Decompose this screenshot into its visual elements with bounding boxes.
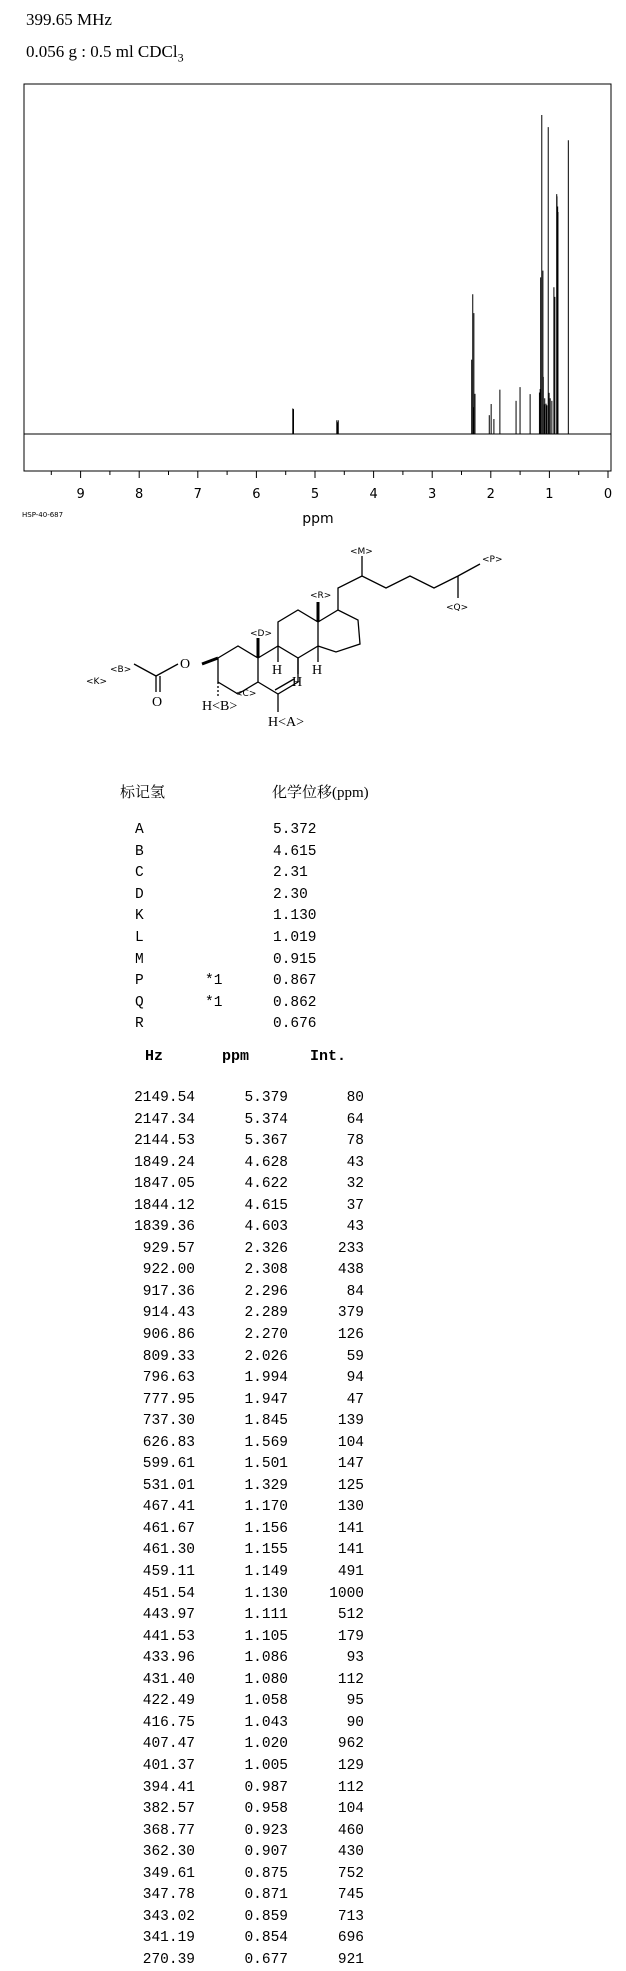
peak-int: 752 bbox=[337, 1865, 364, 1882]
peak-int: 147 bbox=[337, 1456, 364, 1473]
h-a-label: H<A> bbox=[268, 715, 305, 730]
h-b-label: H<B> bbox=[202, 699, 238, 714]
table-row bbox=[115, 1131, 375, 1153]
peak-hz: 2144.53 bbox=[134, 1133, 195, 1150]
peak-int: 84 bbox=[346, 1283, 364, 1300]
peak-int: 141 bbox=[337, 1542, 364, 1559]
peak-hz: 1839.36 bbox=[134, 1219, 195, 1236]
peak-int: 745 bbox=[337, 1887, 364, 1904]
peak-hz: 2147.34 bbox=[134, 1111, 195, 1128]
peak-ppm: 1.086 bbox=[244, 1650, 288, 1667]
x-axis-label: ppm bbox=[302, 511, 334, 527]
peak-table bbox=[115, 1088, 375, 1971]
assignment-row bbox=[135, 820, 385, 842]
table-row bbox=[115, 1260, 375, 1282]
peak-int: 139 bbox=[337, 1413, 364, 1430]
peak-int: 47 bbox=[346, 1391, 364, 1408]
assignment-row bbox=[135, 950, 385, 972]
peak-ppm: 1.130 bbox=[244, 1585, 288, 1602]
peak-ppm: 2.296 bbox=[244, 1283, 288, 1300]
assignment-table bbox=[135, 820, 385, 1036]
peak-hz: 914.43 bbox=[142, 1305, 195, 1322]
peak-hz: 349.61 bbox=[142, 1865, 195, 1882]
peak-hz: 796.63 bbox=[142, 1370, 195, 1387]
peak-hz: 401.37 bbox=[142, 1757, 195, 1774]
peak-hz: 467.41 bbox=[142, 1499, 195, 1516]
peak-int: 59 bbox=[346, 1348, 364, 1365]
peak-hz: 461.67 bbox=[142, 1520, 195, 1537]
peak-ppm: 1.005 bbox=[244, 1757, 288, 1774]
peak-ppm: 1.105 bbox=[244, 1628, 288, 1645]
table-row bbox=[115, 1928, 375, 1950]
molecular-structure bbox=[70, 540, 570, 770]
x-tick-label: 1 bbox=[545, 487, 554, 502]
peak-int: 93 bbox=[346, 1650, 364, 1667]
h-atom-1: H bbox=[292, 675, 303, 690]
methyl-p bbox=[458, 564, 480, 576]
table-row bbox=[115, 1347, 375, 1369]
ring-d bbox=[318, 610, 360, 652]
assignment-col-shift: 化学位移(ppm) bbox=[272, 785, 369, 801]
peak-hz: 531.01 bbox=[142, 1477, 195, 1494]
table-row bbox=[115, 1584, 375, 1606]
peak-int: 179 bbox=[337, 1628, 364, 1645]
table-row bbox=[115, 1390, 375, 1412]
peak-hz: 368.77 bbox=[142, 1822, 195, 1839]
peak-int: 43 bbox=[346, 1219, 364, 1236]
tag-k: <K> bbox=[86, 677, 107, 687]
table-row bbox=[115, 1670, 375, 1692]
peak-int: 141 bbox=[337, 1520, 364, 1537]
peak-int: 64 bbox=[346, 1111, 364, 1128]
peak-ppm: 2.270 bbox=[244, 1327, 288, 1344]
peak-ppm: 0.854 bbox=[244, 1930, 288, 1947]
ring-c bbox=[278, 610, 318, 658]
peak-hz: 917.36 bbox=[142, 1283, 195, 1300]
peak-hz: 906.86 bbox=[142, 1327, 195, 1344]
peak-int: 112 bbox=[337, 1671, 364, 1688]
peak-ppm: 1.156 bbox=[244, 1520, 288, 1537]
peak-hz: 416.75 bbox=[142, 1714, 195, 1731]
peak-ppm: 1.058 bbox=[244, 1693, 288, 1710]
assignment-row bbox=[135, 885, 385, 907]
assignment-value: 2.31 bbox=[273, 865, 308, 882]
peak-hz: 443.97 bbox=[142, 1607, 195, 1624]
table-row bbox=[115, 1864, 375, 1886]
assignment-value: 0.867 bbox=[273, 973, 317, 990]
peak-int: 233 bbox=[337, 1240, 364, 1257]
assignment-label: P bbox=[135, 973, 144, 990]
peak-int: 78 bbox=[346, 1133, 364, 1150]
table-row bbox=[115, 1950, 375, 1971]
table-row bbox=[115, 1713, 375, 1735]
spectrum-id: HSP-40-687 bbox=[22, 511, 64, 519]
peak-ppm: 1.994 bbox=[244, 1370, 288, 1387]
assignment-value: 0.676 bbox=[273, 1016, 317, 1033]
x-tick-label: 4 bbox=[369, 487, 378, 502]
peak-hz: 929.57 bbox=[142, 1240, 195, 1257]
table-row bbox=[115, 1648, 375, 1670]
plot-frame bbox=[24, 84, 611, 471]
peak-int: 32 bbox=[346, 1176, 364, 1193]
spectrometer-frequency: 399.65 MHz bbox=[26, 10, 112, 29]
peak-hz: 441.53 bbox=[142, 1628, 195, 1645]
table-row bbox=[115, 1756, 375, 1778]
peak-ppm: 0.871 bbox=[244, 1887, 288, 1904]
assignment-value: 1.019 bbox=[273, 929, 317, 946]
x-tick-label: 8 bbox=[135, 487, 144, 502]
peak-int: 130 bbox=[337, 1499, 364, 1516]
assignment-value: 4.615 bbox=[273, 843, 317, 860]
table-row bbox=[115, 1088, 375, 1110]
peak-hz: 599.61 bbox=[142, 1456, 195, 1473]
peak-int: 430 bbox=[337, 1844, 364, 1861]
peak-ppm: 1.569 bbox=[244, 1434, 288, 1451]
table-row bbox=[115, 1907, 375, 1929]
assignment-value: 0.915 bbox=[273, 951, 317, 968]
nmr-spectrum-chart bbox=[0, 0, 626, 540]
x-tick-label: 0 bbox=[603, 487, 613, 502]
peak-ppm: 4.628 bbox=[244, 1154, 288, 1171]
assignment-note: *1 bbox=[205, 994, 223, 1011]
peak-ppm: 0.875 bbox=[244, 1865, 288, 1882]
tag-r: <R> bbox=[310, 591, 332, 601]
peak-ppm: 1.170 bbox=[244, 1499, 288, 1516]
table-row bbox=[115, 1778, 375, 1800]
table-row bbox=[115, 1627, 375, 1649]
peak-int: 43 bbox=[346, 1154, 364, 1171]
peak-ppm: 1.020 bbox=[244, 1736, 288, 1753]
peak-hz: 362.30 bbox=[142, 1844, 195, 1861]
table-row bbox=[115, 1885, 375, 1907]
table-row bbox=[115, 1325, 375, 1347]
x-tick-label: 7 bbox=[193, 487, 202, 502]
peak-int: 696 bbox=[337, 1930, 364, 1947]
peak-ppm: 1.043 bbox=[244, 1714, 288, 1731]
peak-ppm: 4.603 bbox=[244, 1219, 288, 1236]
ester-bond bbox=[202, 658, 218, 664]
peak-hz: 809.33 bbox=[142, 1348, 195, 1365]
x-axis-ticks bbox=[24, 471, 612, 502]
peak-ppm: 5.379 bbox=[244, 1090, 288, 1106]
x-tick-label: 2 bbox=[486, 487, 495, 502]
assignment-row bbox=[135, 863, 385, 885]
peak-ppm: 2.308 bbox=[244, 1262, 288, 1279]
assignment-row bbox=[135, 842, 385, 864]
table-row bbox=[115, 1239, 375, 1261]
peak-hz: 431.40 bbox=[142, 1671, 195, 1688]
peak-header-hz: Hz bbox=[145, 1048, 164, 1065]
peak-ppm: 1.501 bbox=[244, 1456, 288, 1473]
table-row bbox=[115, 1217, 375, 1239]
peak-int: 438 bbox=[337, 1262, 364, 1279]
peak-int: 1000 bbox=[329, 1585, 364, 1602]
peak-int: 126 bbox=[337, 1327, 364, 1344]
assignment-label: A bbox=[135, 822, 144, 838]
peak-hz: 737.30 bbox=[142, 1413, 195, 1430]
peak-int: 491 bbox=[337, 1564, 364, 1581]
peak-hz: 459.11 bbox=[142, 1564, 195, 1581]
ring-a bbox=[218, 646, 258, 694]
assignment-label: B bbox=[135, 843, 144, 860]
side-chain bbox=[338, 576, 458, 610]
assignment-value: 2.30 bbox=[273, 886, 308, 903]
peak-hz: 922.00 bbox=[142, 1262, 195, 1279]
peak-ppm: 0.677 bbox=[244, 1951, 288, 1968]
peak-ppm: 1.947 bbox=[244, 1391, 288, 1408]
peak-int: 962 bbox=[337, 1736, 364, 1753]
peak-ppm: 0.987 bbox=[244, 1779, 288, 1796]
assignment-label: C bbox=[135, 865, 144, 882]
peak-hz: 461.30 bbox=[142, 1542, 195, 1559]
tag-q: <Q> bbox=[446, 603, 469, 613]
table-row bbox=[115, 1433, 375, 1455]
peak-int: 512 bbox=[337, 1607, 364, 1624]
peak-hz: 394.41 bbox=[142, 1779, 195, 1796]
peak-ppm: 1.329 bbox=[244, 1477, 288, 1494]
peak-hz: 382.57 bbox=[142, 1801, 195, 1818]
peak-ppm: 1.111 bbox=[244, 1607, 288, 1624]
peak-int: 921 bbox=[337, 1951, 364, 1968]
peak-hz: 433.96 bbox=[142, 1650, 195, 1667]
table-row bbox=[115, 1605, 375, 1627]
peak-hz: 407.47 bbox=[142, 1736, 195, 1753]
peak-hz: 1844.12 bbox=[134, 1197, 195, 1214]
peak-int: 104 bbox=[337, 1434, 364, 1451]
peak-ppm: 1.149 bbox=[244, 1564, 288, 1581]
peak-group bbox=[293, 115, 569, 434]
assignment-label: L bbox=[135, 929, 144, 946]
peak-ppm: 4.615 bbox=[244, 1197, 288, 1214]
assignment-col-label: 标记氢 bbox=[120, 785, 166, 801]
peak-ppm: 2.289 bbox=[244, 1305, 288, 1322]
table-row bbox=[115, 1734, 375, 1756]
peak-int: 90 bbox=[346, 1714, 364, 1731]
x-tick-label: 6 bbox=[252, 487, 261, 502]
table-row bbox=[115, 1476, 375, 1498]
peak-hz: 2149.54 bbox=[134, 1090, 195, 1106]
peak-ppm: 0.923 bbox=[244, 1822, 288, 1839]
assignment-row bbox=[135, 906, 385, 928]
table-row bbox=[115, 1303, 375, 1325]
tag-p: <P> bbox=[482, 555, 503, 565]
assignment-label: M bbox=[135, 951, 144, 968]
table-row bbox=[115, 1691, 375, 1713]
peak-ppm: 2.026 bbox=[244, 1348, 288, 1365]
assignment-label: D bbox=[135, 886, 144, 903]
peak-int: 37 bbox=[346, 1197, 364, 1214]
peak-int: 125 bbox=[337, 1477, 364, 1494]
table-row bbox=[115, 1497, 375, 1519]
assignment-label: K bbox=[135, 908, 144, 925]
peak-ppm: 0.859 bbox=[244, 1908, 288, 1925]
table-row bbox=[115, 1519, 375, 1541]
assignment-value: 0.862 bbox=[273, 994, 317, 1011]
h-atom-2: H bbox=[272, 663, 283, 678]
assignment-value: 5.372 bbox=[273, 822, 317, 838]
peak-int: 95 bbox=[346, 1693, 364, 1710]
peak-ppm: 1.155 bbox=[244, 1542, 288, 1559]
peak-header-ppm: ppm bbox=[222, 1048, 250, 1065]
peak-hz: 451.54 bbox=[142, 1585, 195, 1602]
assignment-value: 1.130 bbox=[273, 908, 317, 925]
acyl-bond bbox=[156, 664, 178, 676]
table-row bbox=[115, 1799, 375, 1821]
assignment-row bbox=[135, 1014, 385, 1036]
peak-ppm: 4.622 bbox=[244, 1176, 288, 1193]
table-row bbox=[115, 1454, 375, 1476]
table-row bbox=[115, 1842, 375, 1864]
peak-ppm: 1.080 bbox=[244, 1671, 288, 1688]
assignment-label: R bbox=[135, 1016, 144, 1033]
assignment-row bbox=[135, 993, 385, 1015]
peak-hz: 777.95 bbox=[142, 1391, 195, 1408]
peak-hz: 343.02 bbox=[142, 1908, 195, 1925]
table-row bbox=[115, 1562, 375, 1584]
sample-concentration: 0.056 g : 0.5 ml CDCl$_3$ bbox=[26, 42, 184, 65]
peak-hz: 422.49 bbox=[142, 1693, 195, 1710]
table-row bbox=[115, 1153, 375, 1175]
peak-int: 112 bbox=[337, 1779, 364, 1796]
peak-hz: 270.39 bbox=[142, 1951, 195, 1968]
tag-d: <D> bbox=[250, 629, 273, 639]
peak-ppm: 5.367 bbox=[244, 1133, 288, 1150]
tag-c: <C> bbox=[235, 689, 257, 699]
peak-int: 460 bbox=[337, 1822, 364, 1839]
peak-ppm: 0.907 bbox=[244, 1844, 288, 1861]
peak-int: 129 bbox=[337, 1757, 364, 1774]
peak-ppm: 1.845 bbox=[244, 1413, 288, 1430]
acetyl-methyl bbox=[134, 664, 156, 676]
peak-hz: 341.19 bbox=[142, 1930, 195, 1947]
peak-ppm: 0.958 bbox=[244, 1801, 288, 1818]
table-row bbox=[115, 1196, 375, 1218]
table-row bbox=[115, 1411, 375, 1433]
table-row bbox=[115, 1174, 375, 1196]
h-atom-3: H bbox=[312, 663, 323, 678]
assignment-label: Q bbox=[135, 994, 144, 1011]
peak-hz: 1849.24 bbox=[134, 1154, 195, 1171]
tag-b-acetyl: <B> bbox=[110, 665, 132, 675]
x-tick-label: 5 bbox=[310, 487, 320, 502]
tag-m: <M> bbox=[350, 547, 373, 557]
table-row bbox=[115, 1540, 375, 1562]
peak-ppm: 5.374 bbox=[244, 1111, 288, 1128]
assignment-row bbox=[135, 971, 385, 993]
x-tick-label: 9 bbox=[76, 487, 85, 502]
table-row bbox=[115, 1282, 375, 1304]
assignment-row bbox=[135, 928, 385, 950]
table-row bbox=[115, 1821, 375, 1843]
peak-int: 379 bbox=[337, 1305, 364, 1322]
peak-int: 713 bbox=[337, 1908, 364, 1925]
peak-header-int: Int. bbox=[310, 1048, 347, 1065]
ester-oxygen: O bbox=[180, 657, 191, 672]
peak-hz: 347.78 bbox=[142, 1887, 195, 1904]
peak-hz: 1847.05 bbox=[134, 1176, 195, 1193]
peak-int: 104 bbox=[337, 1801, 364, 1818]
peak-int: 80 bbox=[346, 1090, 364, 1106]
peak-int: 94 bbox=[346, 1370, 364, 1387]
table-row bbox=[115, 1368, 375, 1390]
peak-hz: 626.83 bbox=[142, 1434, 195, 1451]
assignment-note: *1 bbox=[205, 973, 223, 990]
x-tick-label: 3 bbox=[428, 487, 437, 502]
carbonyl-oxygen: O bbox=[152, 695, 163, 710]
table-row bbox=[115, 1110, 375, 1132]
peak-ppm: 2.326 bbox=[244, 1240, 288, 1257]
